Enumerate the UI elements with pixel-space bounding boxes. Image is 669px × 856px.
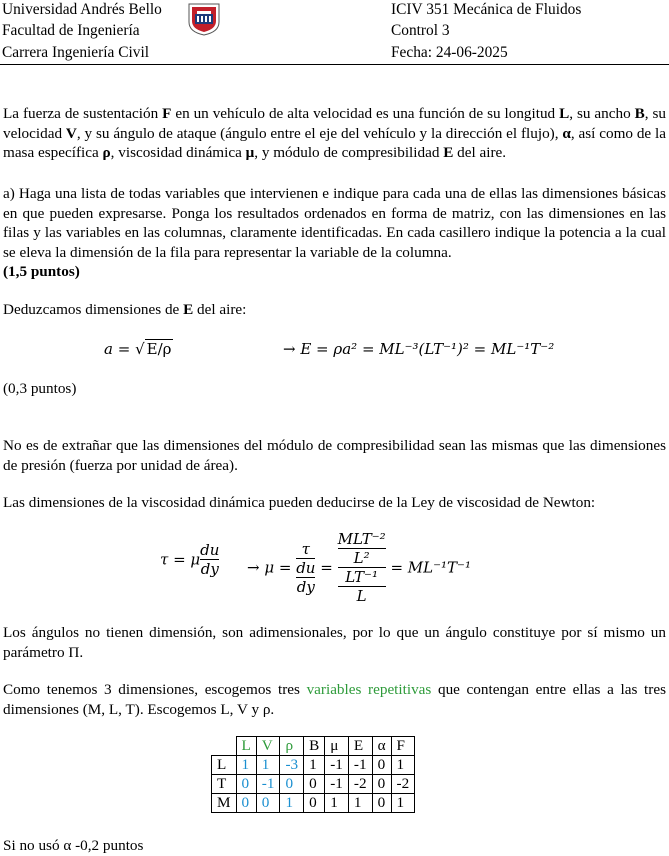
- matrix-cell: 1: [391, 794, 415, 813]
- matrix-cell: 0: [280, 775, 304, 794]
- deduce-e-line: Deduzcamos dimensiones de E del aire:: [3, 301, 247, 318]
- matrix-header-L: L: [236, 737, 256, 756]
- matrix-header-V: V: [256, 737, 280, 756]
- problem-statement: La fuerza de sustentación F en un vehículo de alta velocidad es una función de su longitud L, su ancho B, su velocidad V, y su ángulo de ataque (ángulo entre el eje del vehículo y la dirección el flujo), α, así como de la masa específica ρ, viscosidad dinámica μ, y módulo de compresibilidad E del aire.: [3, 105, 666, 161]
- matrix-header-B: B: [304, 737, 325, 756]
- question-a: a) Haga una lista de todas variables que intervienen e indique para cada una de ellas las dimensiones básicas en que pueden expresarse. Ponga los resultados ordenados en forma de matriz, con las dimensiones en las filas y las variables en las columnas, claramente identificadas. En cada casillero indique la potencia a la cual se eleva la dimensión de la fila para representar la variable de la columna. (1,5 puntos): [3, 185, 666, 280]
- matrix-header-rho: ρ: [280, 737, 304, 756]
- matrix-cell: -1: [256, 775, 280, 794]
- matrix-row-M: [212, 794, 415, 813]
- matrix-header-row: [212, 737, 415, 756]
- test-name: Control 3: [391, 22, 450, 39]
- repetitive-variables-highlight: variables repetitivas: [306, 681, 432, 698]
- equation-sound-speed: a = √ E/ρ: [104, 340, 172, 358]
- matrix-cell: -2: [391, 775, 415, 794]
- faculty-name: Facultad de Ingeniería: [2, 22, 140, 39]
- matrix-cell: -3: [280, 756, 304, 775]
- matrix-cell: 0: [372, 794, 391, 813]
- matrix-cell: -1: [325, 775, 349, 794]
- matrix-header-mu: μ: [325, 737, 349, 756]
- matrix-cell: 1: [348, 794, 372, 813]
- points-label: (0,3 puntos): [3, 380, 77, 397]
- question-a-points: (1,5 puntos): [3, 263, 80, 280]
- repetitive-variables-paragraph: Como tenemos 3 dimensiones, escogemos tres variables repetitivas que contengan entre ellas a las tres dimensiones (M, L, T). Escogemos L, V y ρ.: [3, 681, 666, 718]
- course-name: ICIV 351 Mecánica de Fluidos: [391, 1, 582, 18]
- matrix-cell: 1: [236, 756, 256, 775]
- matrix-cell: 0: [372, 775, 391, 794]
- matrix-cell: 0: [372, 756, 391, 775]
- equation-newton-viscosity: τ = μ $\frac{du}{dy}$: [160, 541, 220, 578]
- matrix-header-E: E: [348, 737, 372, 756]
- matrix-cell: 0: [236, 794, 256, 813]
- matrix-row-L: [212, 756, 415, 775]
- header-divider: [0, 64, 669, 65]
- angles-paragraph: Los ángulos no tienen dimensión, son adimensionales, por lo que un ángulo constituye por sí mismo un parámetro Π.: [3, 624, 666, 661]
- matrix-row-label: L: [212, 756, 237, 775]
- university-name: Universidad Andrés Bello: [2, 1, 162, 18]
- matrix-cell: 1: [304, 756, 325, 775]
- matrix-corner: [212, 737, 237, 756]
- matrix-cell: 0: [304, 794, 325, 813]
- matrix-cell: -1: [348, 756, 372, 775]
- matrix-cell: 1: [256, 756, 280, 775]
- equation-mu-dimensions: → μ = τ du dy = MLT⁻² L² LT⁻¹ L = ML⁻¹T⁻¹: [247, 530, 471, 605]
- matrix-cell: 1: [280, 794, 304, 813]
- university-logo: [186, 2, 222, 36]
- pressure-paragraph: No es de extrañar que las dimensiones del módulo de compresibilidad sean las mismas que las dimensiones de presión (fuerza por unidad de área).: [3, 437, 666, 474]
- dimension-matrix: [211, 736, 415, 813]
- viscosity-paragraph: Las dimensiones de la viscosidad dinámica pueden deducirse de la Ley de viscosidad de Newton:: [3, 494, 596, 511]
- matrix-header-F: F: [391, 737, 415, 756]
- matrix-row-label: T: [212, 775, 237, 794]
- career-name: Carrera Ingeniería Civil: [2, 44, 150, 61]
- test-date: Fecha: 24-06-2025: [391, 44, 508, 61]
- matrix-row-T: [212, 775, 415, 794]
- matrix-cell: 0: [236, 775, 256, 794]
- alpha-penalty-note: Si no usó α -0,2 puntos: [3, 837, 144, 854]
- equation-e-dimensions: → E = ρa² = ML⁻³(LT⁻¹)² = ML⁻¹T⁻²: [283, 340, 555, 358]
- matrix-row-label: M: [212, 794, 237, 813]
- matrix-header-alpha: α: [372, 737, 391, 756]
- matrix-cell: -1: [325, 756, 349, 775]
- matrix-cell: 0: [304, 775, 325, 794]
- matrix-cell: 1: [325, 794, 349, 813]
- matrix-cell: -2: [348, 775, 372, 794]
- matrix-cell: 0: [256, 794, 280, 813]
- matrix-cell: 1: [391, 756, 415, 775]
